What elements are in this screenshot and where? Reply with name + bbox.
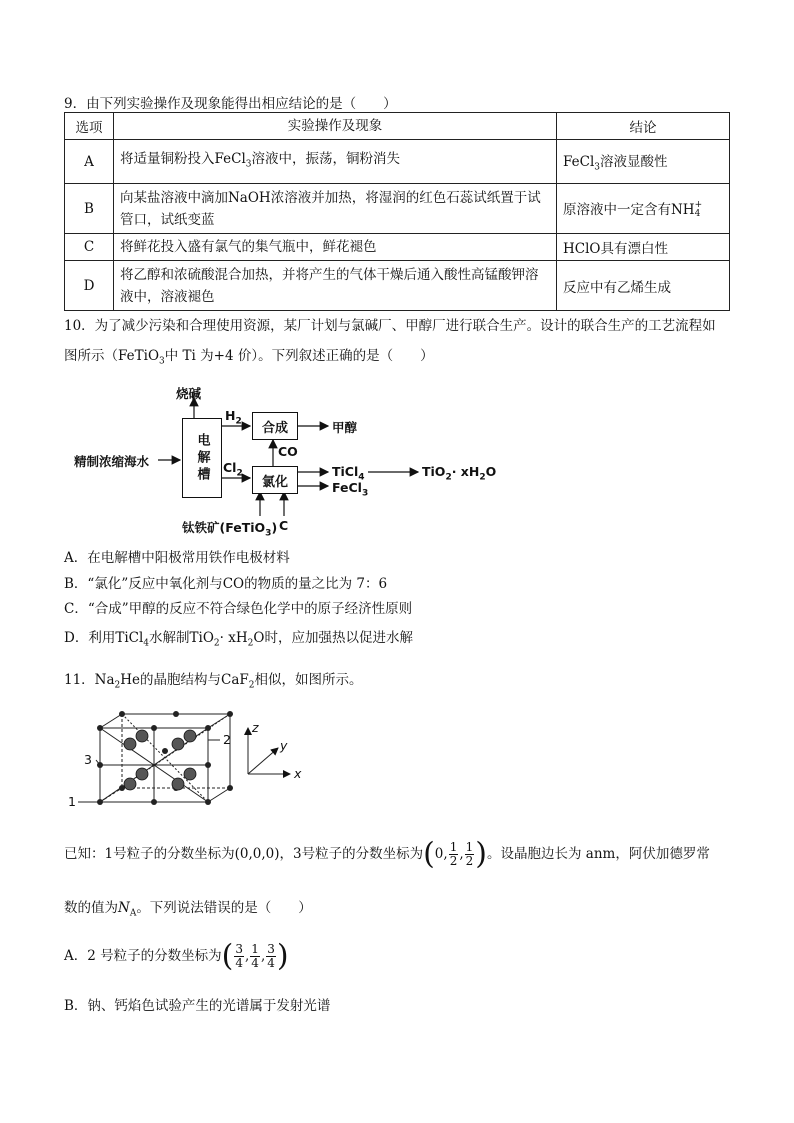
- q11-option-a: A．2 号粒子的分数坐标为( $\frac{3}{4}$ , $\frac{1}{4}$ , $\frac{3}{4}$ ): [64, 938, 289, 974]
- table-row: [65, 261, 730, 311]
- row-conclusion: HClO具有漂白性: [557, 234, 730, 261]
- label-ticl4: TiCl$_4$: [332, 464, 365, 483]
- row-option: D: [65, 261, 114, 311]
- table-row: [65, 234, 730, 261]
- q10-option-a: A．在电解槽中阳极常用铁作电极材料: [64, 550, 290, 566]
- row-operation: 向某盐溶液中滴加NaOH浓溶液并加热，将湿润的红色石蕊试纸置于试 管口，试纸变蓝: [114, 184, 557, 234]
- q11-stem: 11．$Na_2He$的晶胞结构与CaF$_2$相似，如图所示。: [64, 672, 363, 691]
- label-ilmenite: 钛铁矿(FeTiO$_3$): [182, 520, 278, 539]
- q11-known-line2: 数的值为$N_A$。下列说法错误的是（ ）: [64, 900, 312, 919]
- table-header-row: [65, 113, 730, 140]
- q9-stem: 9．由下列实验操作及现象能得出相应结论的是（ ）: [64, 96, 397, 112]
- label-caustic-soda: 烧碱: [176, 386, 202, 401]
- row-conclusion: FeCl$_3$溶液显酸性: [557, 140, 730, 184]
- process-flow-diagram: [60, 378, 520, 538]
- q10-stem-line2: 图所示（FeTiO$_3$中 Ti 为+4 价）。下列叙述正确的是（ ）: [64, 348, 434, 367]
- synthesis-box: 合成: [252, 412, 298, 440]
- q9-table: [64, 112, 730, 311]
- table-row: [65, 140, 730, 184]
- row-option: A: [65, 140, 114, 184]
- label-carbon: C: [279, 518, 289, 533]
- col-header-operation: 实验操作及现象: [114, 113, 557, 140]
- label-product: $TiO_2\cdot xH_2O$: [422, 464, 497, 483]
- label-axis-z: z: [252, 720, 259, 735]
- crystal-cell-figure: [60, 708, 320, 818]
- row-conclusion: 原溶液中一定含有NH + 4: [557, 184, 730, 234]
- row-conclusion: 反应中有乙烯生成: [557, 261, 730, 311]
- q10-option-b: B．“氯化”反应中氧化剂与CO的物质的量之比为 7：6: [64, 576, 388, 592]
- label-particle-1: 1: [68, 794, 76, 809]
- label-seawater: 精制浓缩海水: [74, 454, 150, 469]
- row-operation: 将乙醇和浓硫酸混合加热，并将产生的气体干燥后通入酸性高锰酸钾溶 液中，溶液褪色: [114, 261, 557, 311]
- label-particle-2: 2: [223, 732, 231, 747]
- q11-option-b: B．钠、钙焰色试验产生的光谱属于发射光谱: [64, 998, 331, 1014]
- q11-known-line1: 已知：1号粒子的分数坐标为(0,0,0)，3号粒子的分数坐标为(0, $\frac{1}{2}$ , $\frac{1}{2}$ )。设晶胞边长为 anm，阿伏加德罗常: [64, 836, 710, 872]
- col-header-option: 选项: [65, 113, 114, 140]
- q10-option-d: D．利用TiCl$_4$水解制$TiO_2\cdot xH_2O$时，应加强热以促进水解: [64, 630, 413, 649]
- label-cl2: $Cl_2$: [223, 460, 243, 479]
- label-axis-y: y: [280, 738, 288, 753]
- q10-stem-line1: 10．为了减少污染和合理使用资源，某厂计划与氯碱厂、甲醇厂进行联合生产。设计的联合生产的工艺流程如: [64, 318, 716, 334]
- label-methanol: 甲醇: [332, 420, 358, 435]
- q10-option-c: C．“合成”甲醇的反应不符合绿色化学中的原子经济性原则: [64, 601, 413, 617]
- row-operation: 将适量铜粉投入FeCl$_3$溶液中，振荡，铜粉消失: [114, 140, 557, 184]
- label-particle-3: 3: [84, 752, 92, 767]
- unit-cell-drawing: [60, 708, 320, 818]
- electrolysis-cell-box: 电解槽: [182, 418, 222, 498]
- row-operation: 将鲜花投入盛有氯气的集气瓶中，鲜花褪色: [114, 234, 557, 261]
- label-fecl3: FeCl$_3$: [332, 480, 369, 499]
- label-co: CO: [278, 444, 298, 459]
- label-axis-x: x: [294, 766, 302, 781]
- col-header-conclusion: 结论: [557, 113, 730, 140]
- table-row: [65, 184, 730, 234]
- label-h2: $H_2$: [225, 408, 242, 427]
- row-option: C: [65, 234, 114, 261]
- chlorination-box: 氯化: [252, 466, 298, 494]
- row-option: B: [65, 184, 114, 234]
